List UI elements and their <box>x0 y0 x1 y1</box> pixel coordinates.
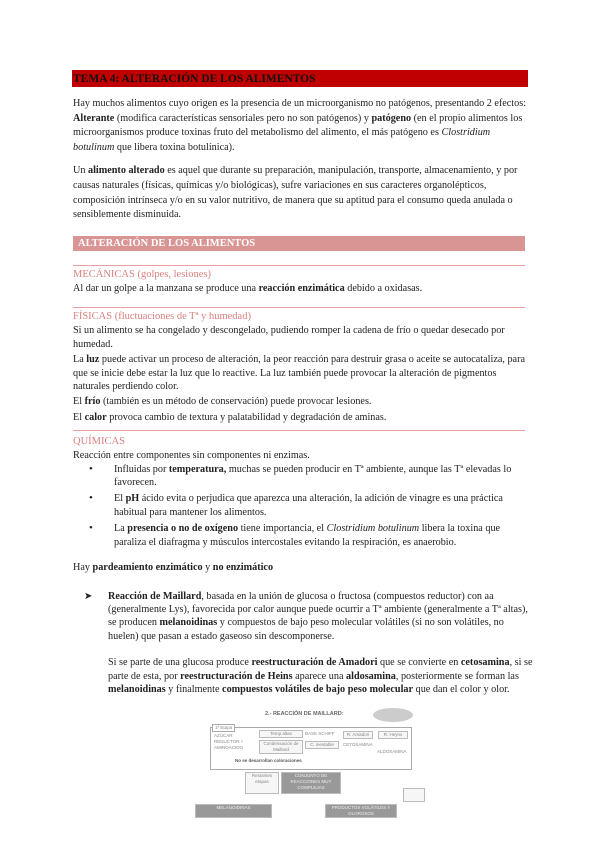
list-item: • La presencia o no de oxígeno tiene importancia, el Clostridium botulinum libera la toxina que paraliza el diafragma y músculos intercostales evitando la respiración, es anaerobio. <box>73 522 529 549</box>
intro-paragraph-1: Hay muchos alimentos cuyo origen es la presencia de un microorganismo no patógenos, presentando 2 efectos: Alterante (modifica características sensoriales pero no son patógenos) y patógeno (en el propio alimentos los microorganismos produce toxinas fruto del metabolismo del alimento, el más patógeno es Clostridium botulinum que libera toxina botulínica). <box>73 98 527 153</box>
label: ALDOSAMINA <box>377 749 407 755</box>
label: No se desarrollan coloraciones <box>235 758 302 764</box>
section-heading: ALTERACIÓN DE LOS ALIMENTOS <box>73 236 525 251</box>
stage-label: 1ª Etapa <box>212 724 235 732</box>
label: BASE SCHIFF <box>305 731 335 737</box>
label: CETOSAMINA <box>343 742 373 748</box>
label: Restantes etapas <box>245 772 279 794</box>
label: MELANOIDINAS <box>195 804 272 818</box>
list-item: • El pH ácido evita o perjudica que aparezca una alteración, la adición de vinagre es una práctica habitual para mantener los alimentos. <box>73 492 529 519</box>
note-box <box>403 788 425 802</box>
page-title: TEMA 4: ALTERACIÓN DE LOS ALIMENTOS <box>72 70 528 87</box>
label: PRODUCTOS VOLÁTILES Y OLOROSOS <box>325 804 397 818</box>
pardeamiento-text: Hay pardeamiento enzimático y no enzimático <box>73 562 274 574</box>
divider <box>73 265 525 266</box>
mecanicas-text: Al dar un golpe a la manzana se produce una reacción enzimática debido a oxidasas. <box>73 282 423 294</box>
label: Temp altas <box>259 730 303 738</box>
label: R. Heyns <box>378 731 408 739</box>
intro-paragraph-2: Un alimento alterado es aquel que durante su preparación, manipulación, transporte, almacenamiento, y por causas naturales (físicas, químicas y/o biológicas), sufre variaciones en sus caracteres organolépticos, composición intrínseca y/o en su valor nutritivo, de manera que su aptitud para el consumo queda anulada o sensiblemente disminuida. <box>73 165 518 221</box>
divider <box>73 307 525 308</box>
maillard-diagram <box>195 708 425 833</box>
fisicas-text: Si un alimento se ha congelado y descongelado, pudiendo romper la cadena de frío o quedar desecado por humedad. La luz puede activar un proceso de alteración, la peor reacción para destruir grasa o aceite se autocataliza, para que se inicie debe estar la luz que lo reactive. La luz también puede provocar la alteración de pigmentos naturales perdiendo color. El frío (también es un método de conservación) puede provocar lesiones. El calor provoca cambio de textura y palatabilidad y degradación de aminas. <box>73 325 525 423</box>
arrow-bullet-icon: ➤ <box>84 590 93 602</box>
quimicas-text: Reacción entre componentes sin componentes ni enzimas. • Influidas por temperatura, muchas se pueden producir en Tª ambiente, aunque las Tª elevadas lo favorecen. • El pH ácido evita o perjudica que aparezca una alteración, la adición de vinagre es una práctica habitual para mantener los alimentos. • La presencia o no de oxígeno tiene importancia, el Clostridium botulinum libera la toxina que paraliza el diafragma y músculos intercostales evitando la respiración, es anaerobio. <box>73 449 529 549</box>
label: AZÚCAR REDUCTOR + AMINOÁCIDO <box>214 733 244 751</box>
maillard-text: ➤ Reacción de Maillard, basada en la unión de glucosa o fructosa (compuestos reductor) con aa (generalmente Lys), favorecida por calor aunque puede ocurrir a Tª ambiente (generalmente a Tª altas), se producen melanoidinas y compuestos de bajo peso molecular volátiles (si no son volátiles, no huelen) que pasan a estado gaseoso sin descomponerse. Si se parte de una glucosa produce reestructuración de Amadori que se convierte en cetosamina, si se parte de esta, por reestructuración de Heins aparece una aldosamina, posteriormente se forman las melanoidinas y finalmente compuestos volátiles de bajo peso molecular que dan el color y olor. <box>84 590 533 696</box>
label: Condensación de Maillard <box>259 740 303 754</box>
diagram-title: 2.- REACCIÓN DE MAILLARD: <box>265 711 344 718</box>
subheading-quimicas: QUÍMICAS <box>73 436 125 448</box>
subheading-mecanicas: MECÁNICAS (golpes, lesiones) <box>73 268 211 280</box>
label: CONJUNTO DE REACCIONES MUY COMPLEJAS <box>281 772 341 794</box>
label: R. Amadori <box>343 731 373 739</box>
label: C. inestable <box>305 741 339 749</box>
subheading-fisicas: FÍSICAS (fluctuaciones de Tª y humedad) <box>73 311 251 323</box>
food-image <box>373 708 413 722</box>
divider <box>73 430 525 431</box>
list-item: • Influidas por temperatura, muchas se pueden producir en Tª ambiente, aunque las Tª elevadas lo favorecen. <box>73 463 529 490</box>
